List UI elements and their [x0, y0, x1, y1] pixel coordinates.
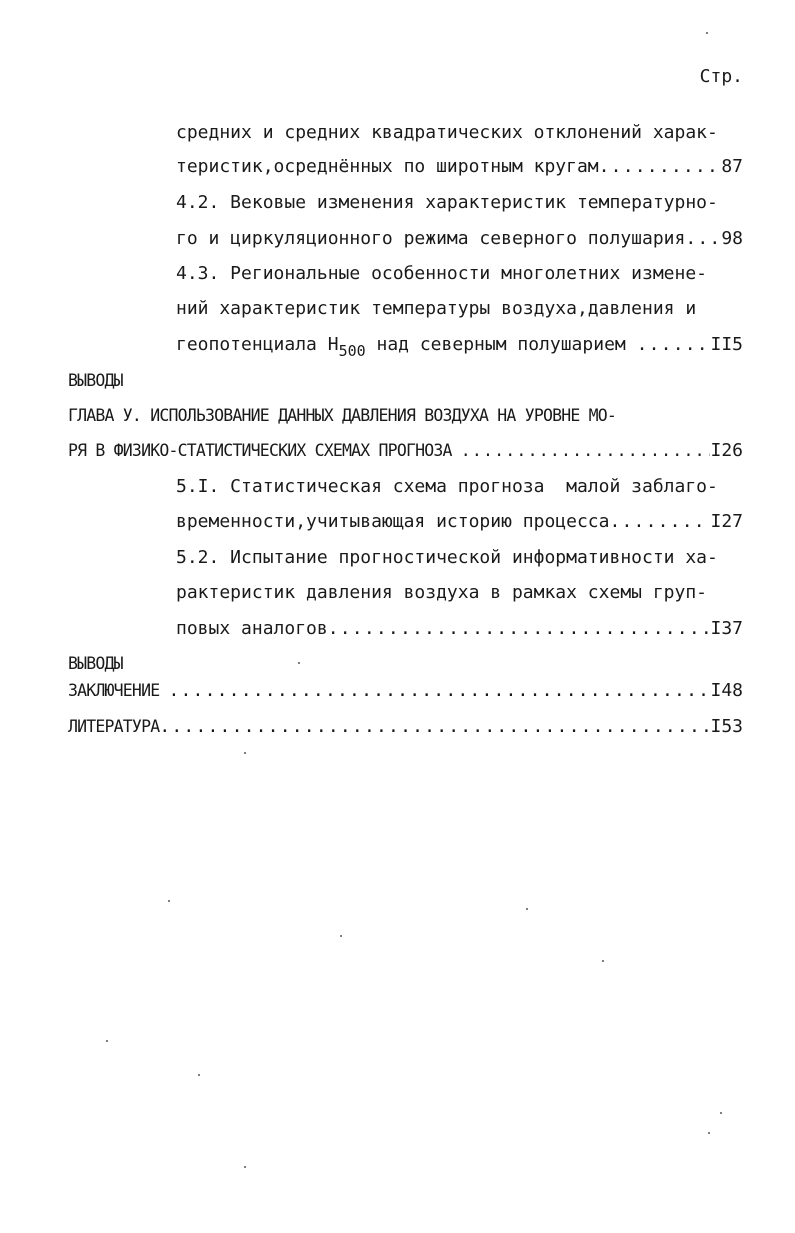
chapter-5-title[interactable]: ГЛАВА У. ИСПОЛЬЗОВАНИЕ ДАННЫХ ДАВЛЕНИЯ ВОЗДУХА НА УРОВНЕ МО-: [68, 406, 617, 425]
toc-entry-text: го и циркуляционного режима северного полушария: [176, 228, 686, 249]
toc-line-1: средних и средних квадратических отклонений харак-: [176, 122, 718, 143]
conclusions-heading-1[interactable]: ВЫВОДЫ: [68, 371, 123, 390]
toc-line-5-2-b: рактеристик давления воздуха в рамках схемы груп-: [176, 582, 708, 603]
scan-speck: [244, 1166, 246, 1168]
toc-entry-5-2[interactable]: 5.2. Испытание прогностической информативности ха-: [176, 547, 718, 568]
toc-text-pre: геопотенциала Н: [176, 334, 339, 355]
scan-speck: [198, 1074, 200, 1076]
leader-dots: [685, 228, 721, 250]
scan-speck: [526, 908, 528, 910]
subscript-500: 500: [338, 342, 366, 360]
toc-entry-5-1[interactable]: 5.I. Статистическая схема прогноза малой заблаго-: [176, 476, 718, 497]
scan-speck: [168, 900, 170, 902]
chapter-5-title-end[interactable]: [68, 440, 743, 462]
leader-dots: [159, 716, 710, 738]
leader-dots: [599, 156, 722, 178]
leader-dots: [609, 511, 710, 533]
page-label: Стр.: [699, 66, 743, 87]
toc-entry-text: ЗАКЛЮЧЕНИЕ: [68, 681, 169, 700]
scan-speck: [244, 752, 246, 754]
toc-entry-conclusion[interactable]: [68, 680, 743, 702]
scan-speck: [340, 935, 342, 937]
scan-speck: [708, 1132, 710, 1134]
conclusions-heading-2[interactable]: ВЫВОДЫ: [68, 654, 123, 673]
toc-entry-4-3-end[interactable]: [176, 334, 743, 360]
leader-dots: [637, 334, 711, 356]
toc-entry-5-2-end[interactable]: [176, 618, 743, 640]
toc-entry-literature[interactable]: [68, 716, 743, 738]
leader-dots: [328, 618, 711, 640]
page-number: 98: [721, 228, 743, 249]
page-number: II5: [710, 334, 743, 355]
page-number: I48: [710, 680, 743, 701]
toc-entry-text: теристик,осреднённых по широтным кругам: [176, 156, 599, 177]
toc-entry-text: повых аналогов: [176, 618, 328, 639]
page-number: I37: [710, 618, 743, 639]
scan-speck: [706, 32, 708, 34]
scan-speck: [602, 960, 604, 962]
toc-entry-4-1-end[interactable]: [176, 156, 743, 178]
scan-speck: [720, 1112, 722, 1114]
toc-entry-text: ЛИТЕРАТУРА: [68, 717, 160, 736]
toc-entry-4-2[interactable]: 4.2. Вековые изменения характеристик температурно-: [176, 192, 718, 213]
page-number: I26: [710, 440, 743, 461]
toc-entry-4-2-end[interactable]: [176, 228, 743, 250]
leader-dots: [461, 440, 711, 462]
scan-speck: [298, 662, 300, 664]
toc-text-post: над северным полушарием: [365, 334, 637, 355]
toc-entry-text: РЯ В ФИЗИКО-СТАТИСТИЧЕСКИХ СХЕМАХ ПРОГНОЗА: [68, 441, 461, 460]
toc-entry-text: [176, 334, 637, 360]
toc-entry-5-1-end[interactable]: [176, 511, 743, 533]
page-number: 87: [721, 156, 743, 177]
page-number: I53: [710, 716, 743, 737]
page-number: I27: [710, 511, 743, 532]
toc-entry-4-3[interactable]: 4.3. Региональные особенности многолетних измене-: [176, 263, 708, 284]
scan-speck: [106, 1040, 108, 1042]
leader-dots: [168, 680, 710, 702]
toc-entry-text: временности,учитывающая историю процесса: [176, 511, 610, 532]
toc-line-4-3-b: ний характеристик температуры воздуха,давления и: [176, 298, 697, 319]
